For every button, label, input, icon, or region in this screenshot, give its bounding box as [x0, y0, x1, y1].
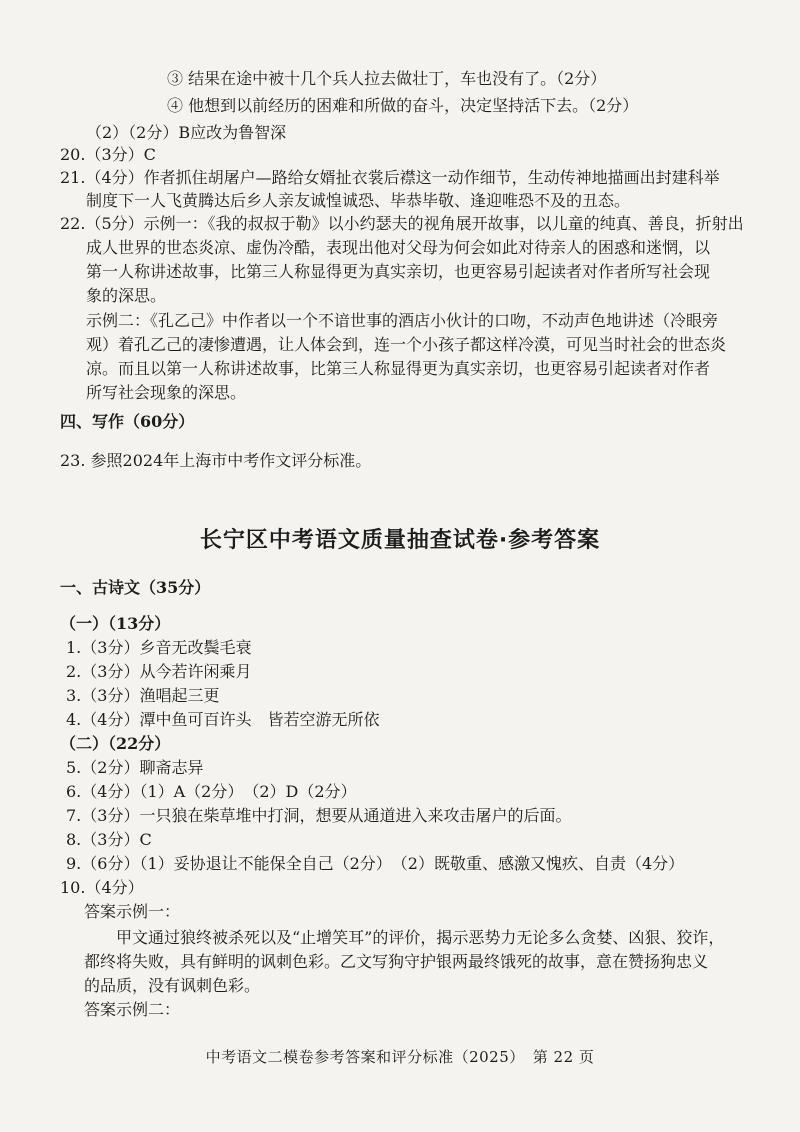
q1-answer: 1.（3分）乡音无改鬓毛衰 [66, 638, 252, 657]
q19-part2: （2）（2分）B应改为鲁智深 [86, 123, 287, 142]
q6-answer: 6.（4分）（1）A（2分） （2）D（2分） [66, 782, 357, 801]
section-1-heading: 一、古诗文（35分） [60, 578, 211, 597]
q9-answer: 9.（6分）（1）妥协退让不能保全自己（2分） （2）既敬重、感激又愧疚、自责（4分） [66, 854, 685, 873]
q19-item-3: ③ 结果在途中被十几个兵人拉去做壮丁，车也没有了。（2分） [167, 69, 607, 88]
q22-line-3: 第一人称讲述故事，比第三人称显得更为真实亲切，也更容易引起读者对作者所写社会现 [86, 262, 711, 281]
q22-line-1: 22.（5分）示例一：《我的叔叔于勒》以小约瑟夫的视角展开故事，以儿童的纯真、善良，折射出 [60, 214, 744, 233]
q20-answer: 20.（3分）C [60, 145, 156, 164]
q22-line-4: 象的深思。 [86, 286, 167, 305]
q7-answer: 7.（3分）一只狼在柴草堆中打洞，想要从通道进入来攻击屠户的后面。 [66, 806, 572, 825]
section-4-heading: 四、写作（60分） [60, 412, 195, 431]
example-1-line-1: 甲文通过狼终被杀死以及“止增笑耳”的评价，揭示恶势力无论多么贪婪、凶狠、狡诈， [116, 928, 725, 947]
page-title: 长宁区中考语文质量抽查试卷·参考答案 [199, 528, 601, 553]
q21-line-2: 制度下一人飞黄腾达后乡人亲友诚惶诚恐、毕恭毕敬、逢迎唯恐不及的丑态。 [86, 191, 631, 210]
q8-answer: 8.（3分）C [66, 830, 152, 849]
q10-heading: 10.（4分） [60, 878, 144, 897]
q21-line-1: 21.（4分）作者抓住胡屠户—路给女婿扯衣裳后襟这一动作细节，生动传神地描画出封建科举 [60, 168, 720, 187]
q22-line-8: 所写社会现象的深思。 [86, 383, 247, 402]
part-2-heading: （二）（22分） [60, 734, 171, 753]
q5-answer: 5.（2分）聊斋志异 [66, 758, 204, 777]
q3-answer: 3.（3分）渔唱起三更 [66, 686, 220, 705]
part-1-heading: （一）（13分） [60, 614, 171, 633]
q22-line-6: 观）着孔乙己的凄惨遭遇，让人体会到，连一个小孩子都这样冷漠，可见当时社会的世态炎 [86, 335, 727, 354]
q4-answer: 4.（4分）潭中鱼可百许头 皆若空游无所依 [66, 710, 380, 729]
q23-answer: 23. 参照2024年上海市中考作文评分标准。 [60, 451, 372, 470]
q22-line-5: 示例二：《孔乙己》中作者以一个不谙世事的酒店小伙计的口吻，不动声色地讲述（冷眼旁 [86, 311, 719, 330]
example-1-line-3: 的品质，没有讽刺色彩。 [84, 976, 261, 995]
q19-item-4: ④ 他想到以前经历的困难和所做的奋斗，决定坚持活下去。（2分） [167, 96, 639, 115]
q2-answer: 2.（3分）从今若许闲乘月 [66, 662, 252, 681]
q22-line-2: 成人世界的世态炎凉、虚伪冷酷，表现出他对父母为何会如此对待亲人的困惑和迷惘，以 [86, 238, 711, 257]
example-1-line-2: 都终将失败，具有鲜明的讽刺色彩。乙文写狗守护银两最终饿死的故事，意在赞扬狗忠义 [84, 952, 709, 971]
example-1-label: 答案示例一： [84, 902, 181, 921]
example-2-label: 答案示例二： [84, 1000, 181, 1019]
q22-line-7: 凉。而且以第一人称讲述故事，比第三人称显得更为真实亲切，也更容易引起读者对作者 [86, 359, 711, 378]
page-footer: 中考语文二模卷参考答案和评分标准（2025） 第 22 页 [205, 1048, 595, 1066]
